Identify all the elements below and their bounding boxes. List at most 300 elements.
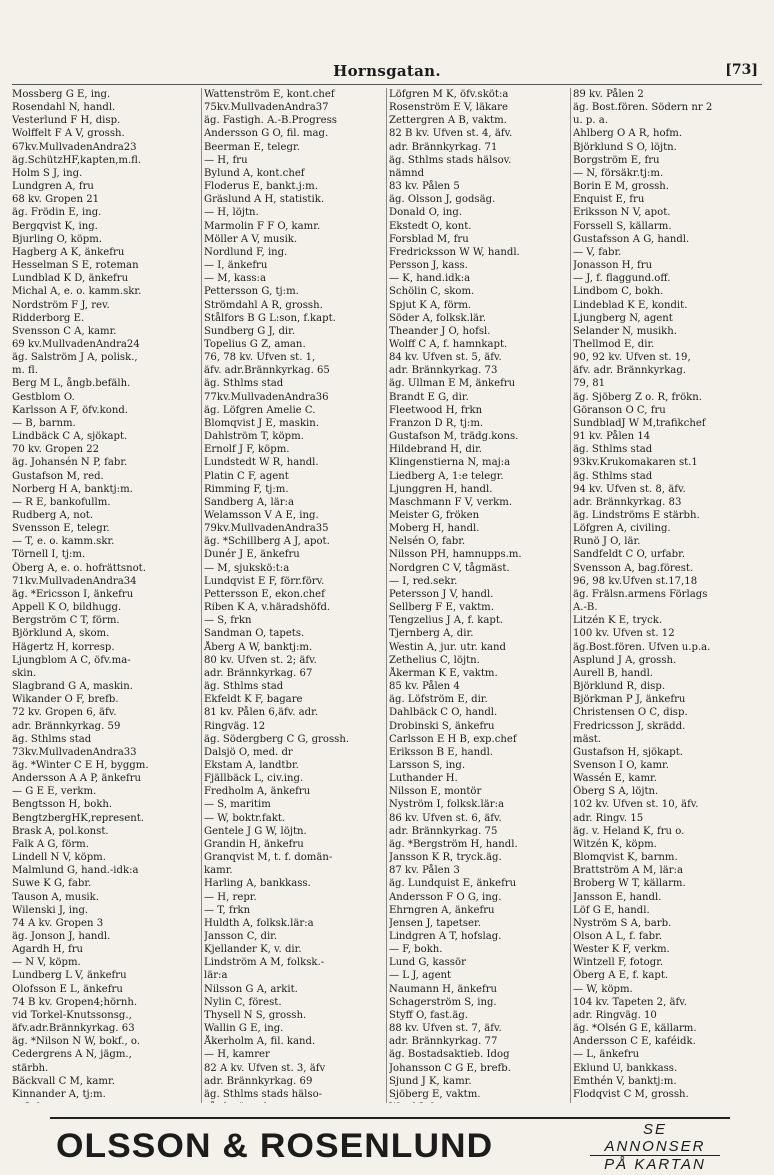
directory-entry: äg. Olsson J, godsäg. <box>389 194 496 206</box>
directory-entry: Kinnander A, tj:m. <box>12 1088 106 1100</box>
directory-entry: SundbladJ W M,trafikchef <box>573 417 706 429</box>
directory-entry: Ehrngren A, änkefru <box>389 904 495 916</box>
directory-entry: Andersson C E, kaféidk. <box>573 1036 696 1048</box>
directory-entry: Lindell N V, köpm. <box>12 852 106 864</box>
directory-entry: 79kv.MullvadenAndra35 <box>204 523 329 535</box>
directory-entry: Bengtsson H, bokh. <box>12 799 113 811</box>
directory-entry: Lund G, kassör <box>389 957 466 969</box>
page-number: [73] <box>725 62 758 78</box>
directory-entry: Tjernberg A, dir. <box>389 628 474 640</box>
directory-entry: äg. Frälsn.armens Förlags <box>573 588 708 600</box>
directory-entry: Dahlström T, köpm. <box>204 431 304 443</box>
directory-entry: Thellmod E, dir. <box>573 338 655 350</box>
directory-entry: adr. Brännkyrkag. 59 <box>12 720 121 732</box>
directory-entry <box>12 1101 199 1103</box>
directory-entry: 75kv.MullvadenAndra37 <box>204 102 329 114</box>
directory-entry: Drobinski S, änkefru <box>389 720 495 732</box>
directory-entry: Lundberg L V, änkefru <box>12 970 127 982</box>
directory-entry: Lundqvist E F, förr.förv. <box>204 575 325 587</box>
directory-entry: Hägertz H, korresp. <box>12 641 115 653</box>
directory-entry: Petersson J V, handl. <box>389 588 494 600</box>
directory-entry: äg. Sthlms stad <box>12 733 92 745</box>
directory-entry: Möller A V, musik. <box>204 233 298 245</box>
directory-column-3 <box>387 88 571 1103</box>
directory-entry: äg. Johansén N P, fabr. <box>12 457 128 469</box>
directory-entry: Zethelius C, löjtn. <box>389 654 480 666</box>
directory-entry: Nelsén O, fabr. <box>389 536 466 548</box>
directory-entry: Rosendahl N, handl. <box>12 102 116 114</box>
directory-entry: äg.SchützHF,kapten,m.fl. <box>12 154 142 166</box>
directory-entry: Marmolin F F O, kamr. <box>204 220 321 232</box>
directory-entry: äg. Sjöberg Z o. R, frökn. <box>573 391 702 403</box>
directory-entry: Borgström E, fru <box>573 154 660 166</box>
directory-entry: adr. Brännkyrkag. 83 <box>573 496 682 508</box>
directory-entry: Andersson A A P, änkefru <box>12 773 142 785</box>
directory-entry: Fredholm A, änkefru <box>204 786 311 798</box>
directory-entry: Schagerström S, ing. <box>389 996 497 1008</box>
directory-entry: Olofsson E L, änkefru <box>12 983 123 995</box>
directory-entry: äg. Löfgren Amelie C. <box>204 404 316 416</box>
directory-entry: 80 kv. Ufven st. 2; äfv. <box>204 654 317 666</box>
directory-entry: 87 kv. Pålen 3 <box>389 865 460 877</box>
directory-entry: Pettersson E, ekon.chef <box>204 588 325 600</box>
directory-entry: äg. Ullman E M, änkefru <box>389 378 516 390</box>
directory-entry: Gustafsson A G, handl. <box>573 233 690 245</box>
directory-entry: äg. Sthlms stads hälso- <box>204 1088 323 1100</box>
directory-entry: Holm S J, ing. <box>12 167 83 179</box>
directory-entry: äg. Lundquist E, änkefru <box>389 878 517 890</box>
directory-entry: Jansson E, handl. <box>573 891 662 903</box>
directory-entry: — G E E, verkm. <box>12 786 97 798</box>
directory-entry: 85 kv. Pålen 4 <box>389 681 460 693</box>
directory-entry: 100 kv. Ufven st. 12 <box>573 628 675 640</box>
directory-entry: 81 kv. Pålen 6,äfv. adr. <box>204 707 319 719</box>
directory-entry: Kjellander K, v. dir. <box>204 944 302 956</box>
directory-entry: Dunér J E, änkefru <box>204 549 300 561</box>
directory-entry: Nordgren C V, tågmäst. <box>389 562 510 574</box>
directory-entry: Lindbom C, bokh. <box>573 286 664 298</box>
directory-entry: Ahlberg O A R, hofm. <box>573 128 683 140</box>
directory-entry: 79, 81 <box>573 378 606 390</box>
directory-entry: 70 kv. Gropen 22 <box>12 444 100 456</box>
directory-entry: 82 A kv. Ufven st. 3, äfv <box>204 1062 326 1074</box>
directory-entry: Sundberg G J, dir. <box>204 325 296 337</box>
directory-entry: Bergström C T, förm. <box>12 615 120 627</box>
directory-entry: äg. *Olsén G E, källarm. <box>573 1023 697 1035</box>
directory-entry: äfv.adr.Brännkyrkag. 63 <box>12 1023 135 1035</box>
directory-entry: Floderus E, bankt.j:m. <box>204 181 318 193</box>
directory-entry: Rudberg A, not. <box>12 510 94 521</box>
directory-entry: Jansson C, dir. <box>204 931 278 942</box>
header-rule <box>12 84 762 85</box>
directory-entry: Björklund A, skom. <box>12 628 110 640</box>
advertisement-banner <box>50 1117 730 1171</box>
directory-entry: Ljungblom A C, öfv.ma- <box>12 654 131 666</box>
directory-entry: Nilsson PH, hamnupps.m. <box>389 549 522 561</box>
directory-entry: Hagberg A K, änkefru <box>12 246 125 258</box>
directory-entry: Harling A, bankkass. <box>204 878 311 890</box>
directory-entry: Klingenstierna N, maj:a <box>389 457 511 469</box>
directory-entry: — K, hand.idk:a <box>389 273 471 285</box>
directory-entry: Göranson O C, fru <box>573 404 666 416</box>
directory-entry: Nyström S A, barb. <box>573 917 672 929</box>
directory-entry: Ridderborg E. <box>12 312 85 324</box>
directory-entry: nämnd <box>389 167 425 179</box>
directory-entry: Nilsson G A, arkit. <box>204 983 298 995</box>
directory-entry: Styff O, fast.äg. <box>389 1009 469 1021</box>
directory-entry: — F, bokh. <box>389 944 443 956</box>
directory-entry: Luthander H. <box>389 773 458 785</box>
directory-entry: Riben K A, v.häradshöfd. <box>204 602 331 614</box>
directory-entry: Naumann H, änkefru <box>389 983 498 995</box>
directory-entry: Jonasson H, fru <box>573 260 653 272</box>
directory-entry: Svensson C A, kamr. <box>12 325 117 337</box>
directory-entry: Tengzelius J A, f. kapt. <box>389 615 504 627</box>
directory-entry: Fjällbäck L, civ.ing. <box>204 773 304 785</box>
directory-entry: 104 kv. Tapeten 2, äfv. <box>573 996 687 1008</box>
directory-entry: Rimming F, tj:m. <box>204 483 289 495</box>
directory-entry: äg. *Bergström H, handl. <box>389 838 518 850</box>
directory-entry: adr. Brännkyrkag. 73 <box>389 365 498 377</box>
directory-entry: Jensen J, tapetser. <box>389 917 481 929</box>
directory-entry: Topelius G Z, aman. <box>204 338 306 350</box>
directory-entry: Johansson C G E, brefb. <box>389 1062 511 1074</box>
directory-entry: Öberg A E, f. kapt. <box>573 970 669 982</box>
directory-entry: Andersson G O, fil. mag. <box>204 128 329 140</box>
directory-entry: Wolff C A, f. hamnkapt. <box>389 338 508 350</box>
directory-entry: 96, 98 kv.Ufven st.17,18 <box>573 575 698 587</box>
directory-entry: Borin E M, grossh. <box>573 181 670 193</box>
directory-entry: äg. Sthlms stads hälsov. <box>389 154 512 166</box>
directory-entry: — T, frkn <box>204 904 251 916</box>
directory-entry: äg. *Winter C E H, byggm. <box>12 759 149 771</box>
directory-entry: Olson A L, f. fabr. <box>573 931 663 942</box>
directory-entry: — V, fabr. <box>573 246 622 258</box>
directory-entry: äg. Löfström E, dir. <box>389 694 488 706</box>
directory-entry: äg. Fastigh. A.-B.Progress <box>204 115 337 127</box>
directory-entry: Gustafson M, red. <box>12 470 104 482</box>
directory-entry: äg. Sthlms stad <box>573 470 653 482</box>
directory-entry: Carlsson E H B, exp.chef <box>389 733 517 745</box>
directory-entry: adr. Brännkyrkag. 67 <box>204 667 313 679</box>
directory-entry: Ekstam A, landtbr. <box>204 759 299 771</box>
directory-entry: äg. Sthlms stad <box>573 444 653 456</box>
directory-entry: Öberg S A, löjtn. <box>573 786 659 798</box>
directory-entry: Forssell S, källarm. <box>573 220 672 232</box>
directory-entry: 86 kv. Ufven st. 6, äfv. <box>389 812 502 824</box>
directory-entry: Andersson F O G, ing. <box>389 891 502 903</box>
directory-entry: Pettersson G, tj:m. <box>204 286 299 298</box>
directory-entry: Beerman E, telegr. <box>204 141 300 153</box>
directory-entry: äg. Bostadsaktieb. Idog <box>389 1049 510 1061</box>
directory-entry: Sandman O, tapets. <box>204 628 305 640</box>
directory-entry: äg. Sthlms stad <box>204 378 284 390</box>
directory-entry: 74 A kv. Gropen 3 <box>12 917 104 929</box>
directory-entry: adr. Brännkyrkag. 69 <box>204 1075 313 1087</box>
directory-entry: — M, kass:a <box>204 273 266 285</box>
directory-entry: kamr. <box>204 865 233 877</box>
directory-entry: Donald O, ing. <box>389 207 463 219</box>
directory-entry: Welamsson V A E, ing. <box>204 510 319 521</box>
directory-entry: Agardh H, fru <box>12 944 84 956</box>
directory-entry: Strömdahl A R, grossh. <box>204 299 323 311</box>
directory-entry: Fredricsson J, skrädd. <box>573 720 686 732</box>
directory-entry: Björklund R, disp. <box>573 681 666 693</box>
directory-entry: — N, försäkr.tj:m. <box>573 167 664 179</box>
directory-entry: Blomqvist K, barnm. <box>573 852 678 864</box>
directory-entry: Westin A, jur. utr. kand <box>389 641 506 653</box>
directory-entry: Maschmann F V, verkm. <box>389 496 513 508</box>
directory-entry: 67kv.MullvadenAndra23 <box>12 141 137 153</box>
directory-entry: 88 kv. Ufven st. 7, äfv. <box>389 1023 502 1035</box>
directory-entry: Wolffelt F A V, grossh. <box>12 128 125 140</box>
directory-entry: Brattström A M, lär:a <box>573 865 684 877</box>
directory-entry: Lindström A M, folksk.- <box>204 957 325 969</box>
directory-entry: mäst. <box>573 733 602 745</box>
directory-entry: Zettergren A B, vaktm. <box>389 115 507 127</box>
directory-entry: 102 kv. Ufven st. 10, äfv. <box>573 799 699 811</box>
directory-entry: — H, fru <box>204 154 248 166</box>
directory-entry: Sjöberg E, vaktm. <box>389 1088 481 1100</box>
directory-entry: Gestblom O. <box>12 391 75 403</box>
directory-entry: Grandin H, änkefru <box>204 838 304 850</box>
directory-entry: Platin C F, agent <box>204 470 289 482</box>
directory-entry: Aurell B, handl. <box>573 667 654 679</box>
directory-entry: 69 kv.MullvadenAndra24 <box>12 338 140 350</box>
directory-entry: Svensson A, bag.förest. <box>573 562 694 574</box>
directory-entry: Witzén K, köpm. <box>573 838 657 850</box>
directory-entry: Schölin C, skom. <box>389 286 475 298</box>
directory-entry: Nylin C, förest. <box>204 996 282 1008</box>
directory-entry: Suwe K G, fabr. <box>12 878 92 890</box>
directory-entry: Thysell N S, grossh. <box>204 1009 307 1021</box>
directory-entry: Lundblad K D, änkefru <box>12 273 129 285</box>
directory-entry: adr. Ringv. 15 <box>573 812 644 824</box>
directory-entry: 82 B kv. Ufven st. 4, äfv. <box>389 128 513 140</box>
directory-entry: Blomqvist J E, maskin. <box>204 417 319 429</box>
directory-entry: 84 kv. Ufven st. 5, äfv. <box>389 352 502 364</box>
directory-entry: äg. Sthlms stad <box>204 681 284 693</box>
directory-entry: Ekstedt O, kont. <box>389 220 472 232</box>
directory-entry: Hildebrand H, dir. <box>389 444 483 456</box>
directory-entry: Löfgren M K, öfv.sköt:a <box>389 89 509 100</box>
directory-entry: Öberg A, e. o. hofrättsnot. <box>12 562 146 574</box>
directory-column-2 <box>202 88 387 1103</box>
directory-entry: — L J, agent <box>389 970 452 982</box>
directory-entry: Flodqvist C M, grossh. <box>573 1088 689 1100</box>
directory-entry: — H, löjtn. <box>204 207 259 219</box>
directory-entry: adr. Ringväg. 10 <box>573 1009 657 1021</box>
directory-entry: Meister G, fröken <box>389 510 480 521</box>
directory-entry: Svenson I O, kamr. <box>573 759 669 771</box>
directory-entry: u. p. a. <box>573 115 609 127</box>
directory-entry: adr. Brännkyrkag. 71 <box>389 141 498 153</box>
directory-entry: Theander J O, hofsl. <box>389 325 491 337</box>
directory-entry: Litzén K E, tryck. <box>573 615 663 627</box>
directory-entry: Enquist E, fru <box>573 194 645 206</box>
directory-entry: Karlsson A F, öfv.kond. <box>12 404 128 416</box>
directory-entry: Stålfors B G L:son, f.kapt. <box>204 312 336 324</box>
directory-entry: Appell K O, bildhugg. <box>12 602 122 614</box>
directory-entry: Norberg H A, banktj:m. <box>12 483 133 495</box>
directory-entry: Moberg H, handl. <box>389 523 480 535</box>
directory-entry: 77kv.MullvadenAndra36 <box>204 391 329 403</box>
directory-entry: — J, f. flaggund.off. <box>573 273 671 285</box>
directory-entry: Åkerman K E, vaktm. <box>389 667 498 679</box>
directory-entry: — I, änkefru <box>204 260 268 272</box>
directory-entry: Björklund S O, löjtn. <box>573 141 677 153</box>
directory-entry: äg. *Nilson N W, bokf., o. <box>12 1036 141 1048</box>
directory-entry: Fleetwood H, frkn <box>389 404 483 416</box>
directory-entry: Hesselman S E, roteman <box>12 260 139 272</box>
directory-entry: — I, red.sekr. <box>389 575 458 587</box>
directory-entry: Asplund J A, grossh. <box>573 654 677 666</box>
directory-entry: Ringväg. 12 <box>204 720 266 732</box>
directory-entry: 94 kv. Ufven st. 8, äfv. <box>573 483 686 495</box>
directory-entry: Slagbrand G A, maskin. <box>12 681 133 693</box>
directory-entry: Liedberg A, 1:e telegr. <box>389 470 504 482</box>
directory-entry: 90, 92 kv. Ufven st. 19, <box>573 352 691 364</box>
directory-entry: Wintzell F, fotogr. <box>573 957 664 969</box>
directory-entry: Cedergrens A N, jägm., <box>12 1049 132 1061</box>
directory-entry: Falk A G, förm. <box>12 838 89 850</box>
directory-entry: Huldth A, folksk.lär:a <box>204 917 314 929</box>
directory-entry: 89 kv. Pålen 2 <box>573 89 644 100</box>
directory-entry: Nyström I, folksk.lär:a <box>389 799 505 811</box>
directory-entry: Bergqvist K, ing. <box>12 220 98 232</box>
directory-entry: lär:a <box>204 970 228 982</box>
directory-entry: Forsblad M, fru <box>389 233 469 245</box>
directory-entry: — R E, bankofullm. <box>12 496 111 508</box>
advert-tagline-line-1: SE ANNONSER <box>590 1121 720 1156</box>
directory-entry: Dahlbäck C O, handl. <box>389 707 498 719</box>
directory-entry: — L, änkefru <box>573 1049 640 1061</box>
directory-entry: Eriksson B E, handl. <box>389 746 494 758</box>
directory-entry: Rosenström E V, läkare <box>389 102 508 114</box>
directory-entry: Spjut K A, förm. <box>389 299 472 311</box>
directory-entry: Brandt E G, dir. <box>389 391 469 403</box>
directory-entry: äg. Lindströms E stärbh. <box>573 510 700 521</box>
directory-entry: A.-B. <box>573 602 598 614</box>
directory-entry <box>389 1101 568 1103</box>
directory-entry: Sjund J K, kamr. <box>389 1075 472 1087</box>
directory-entry: Wikander O F, brefb. <box>12 694 119 706</box>
directory-entry: Söder A, folksk.lär. <box>389 312 486 324</box>
directory-entry: — W, köpm. <box>573 983 633 995</box>
directory-columns <box>10 88 764 1103</box>
directory-entry: Malmlund G, hand.-idk:a <box>12 865 139 877</box>
directory-entry: Gustafson H, sjökapt. <box>573 746 683 758</box>
directory-entry: Jansson K R, tryck.äg. <box>389 852 502 864</box>
directory-entry: — S, frkn <box>204 615 252 627</box>
directory-entry: Sellberg F E, vaktm. <box>389 602 494 614</box>
directory-entry: Bjurling O, köpm. <box>12 233 103 245</box>
directory-entry: Sandfeldt C O, urfabr. <box>573 549 686 561</box>
directory-entry: Ekfeldt K F, bagare <box>204 694 303 706</box>
directory-entry: Åkerholm A, fil. kand. <box>204 1036 316 1048</box>
directory-entry: Wattenström E, kont.chef <box>204 89 335 100</box>
directory-entry: 93kv.Krukomakaren st.1 <box>573 457 698 469</box>
directory-entry <box>204 1101 384 1103</box>
page-title: Hornsgatan. <box>333 62 441 80</box>
directory-entry: Tauson A, musik. <box>12 891 99 903</box>
directory-entry: Eriksson N V, apot. <box>573 207 671 219</box>
directory-entry: Wester K F, verkm. <box>573 944 670 956</box>
directory-entry: 83 kv. Pålen 5 <box>389 181 460 193</box>
directory-entry: — W, boktr.fakt. <box>204 812 286 824</box>
directory-entry: Ernolf J F, köpm. <box>204 444 290 456</box>
directory-entry: vid Torkel-Knutssonsg., <box>12 1009 132 1021</box>
directory-entry: äg.Bost.fören. Ufven u.p.a. <box>573 641 711 653</box>
directory-entry: 74 B kv. Gropen4;hörnh. <box>12 996 138 1008</box>
directory-entry: äg. *Schillberg A J, apot. <box>204 536 330 548</box>
directory-entry: Dalsjö O, med. dr <box>204 746 293 758</box>
directory-entry: Gräslund A H, statistik. <box>204 194 325 206</box>
directory-entry: 71kv.MullvadenAndra34 <box>12 575 137 587</box>
directory-entry: Björkman P J, änkefru <box>573 694 686 706</box>
directory-entry: Wassén E, kamr. <box>573 773 657 785</box>
directory-entry: äg. Frödin E, ing. <box>12 207 102 219</box>
directory-entry: — H, repr. <box>204 891 257 903</box>
directory-entry: Lindbäck C A, sjökapt. <box>12 431 128 443</box>
directory-entry: 73kv.MullvadenAndra33 <box>12 746 137 758</box>
directory-entry: Emthén V, banktj:m. <box>573 1075 677 1087</box>
directory-entry: BengtzbergHK,represent. <box>12 812 144 824</box>
directory-entry: Larsson S, ing. <box>389 759 466 771</box>
directory-entry: äfv. adr. Brännkyrkag. <box>573 365 686 377</box>
directory-entry: 72 kv. Gropen 6, äfv. <box>12 707 117 719</box>
directory-entry: 68 kv. Gropen 21 <box>12 194 100 206</box>
directory-entry: Christensen O C, disp. <box>573 707 688 719</box>
directory-entry: Lundstedt W R, handl. <box>204 457 319 469</box>
directory-entry: Franzon D R, tj:m. <box>389 417 484 429</box>
directory-entry: — S, maritim <box>204 799 271 811</box>
directory-entry: äfv. adr.Brännkyrkag. 65 <box>204 365 330 377</box>
directory-entry: skin. <box>12 667 37 679</box>
directory-entry: Törnell I, tj:m. <box>12 549 86 561</box>
directory-entry: Granqvist M, t. f. domän- <box>204 852 333 864</box>
directory-entry: adr. Brännkyrkag. 75 <box>389 825 498 837</box>
directory-entry: Nordström F J, rev. <box>12 299 110 311</box>
directory-entry: Vesterlund F H, disp. <box>12 115 121 127</box>
directory-entry: Selander N, musikh. <box>573 325 678 337</box>
directory-entry: Bylund A, kont.chef <box>204 167 305 179</box>
directory-entry: Lindgren A T, hofslag. <box>389 931 502 942</box>
directory-entry: — B, barnm. <box>12 417 76 429</box>
directory-entry: Nordlund F, ing. <box>204 246 288 258</box>
directory-entry: — T, e. o. kamm.skr. <box>12 536 115 548</box>
directory-entry: Gentele J G W, löjtn. <box>204 825 307 837</box>
directory-entry: Ljungberg N, agent <box>573 312 673 324</box>
directory-entry: äg. Jonson J, handl. <box>12 931 111 942</box>
directory-entry: äg. Södergberg C G, grossh. <box>204 733 350 745</box>
directory-entry: m. fl. <box>12 365 38 377</box>
directory-entry: Broberg W T, källarm. <box>573 878 686 890</box>
directory-entry: Brask A, pol.konst. <box>12 825 109 837</box>
directory-column-4 <box>571 88 764 1103</box>
directory-entry: Michal A, e. o. kamm.skr. <box>12 286 142 298</box>
directory-entry: Berg M L, ångb.befälh. <box>12 378 131 390</box>
directory-entry: Runö J O, lär. <box>573 536 641 548</box>
directory-entry: Lundgren A, fru <box>12 181 94 193</box>
directory-entry: Lindeblad K E, kondit. <box>573 299 688 311</box>
advert-tagline <box>590 1121 720 1173</box>
directory-entry: stärbh. <box>12 1062 49 1074</box>
directory-entry: Nilsson E, montör <box>389 786 482 798</box>
directory-entry: — N V, köpm. <box>12 957 81 969</box>
directory-entry: Persson J, kass. <box>389 260 468 272</box>
directory-entry: Löf G E, handl. <box>573 904 650 916</box>
